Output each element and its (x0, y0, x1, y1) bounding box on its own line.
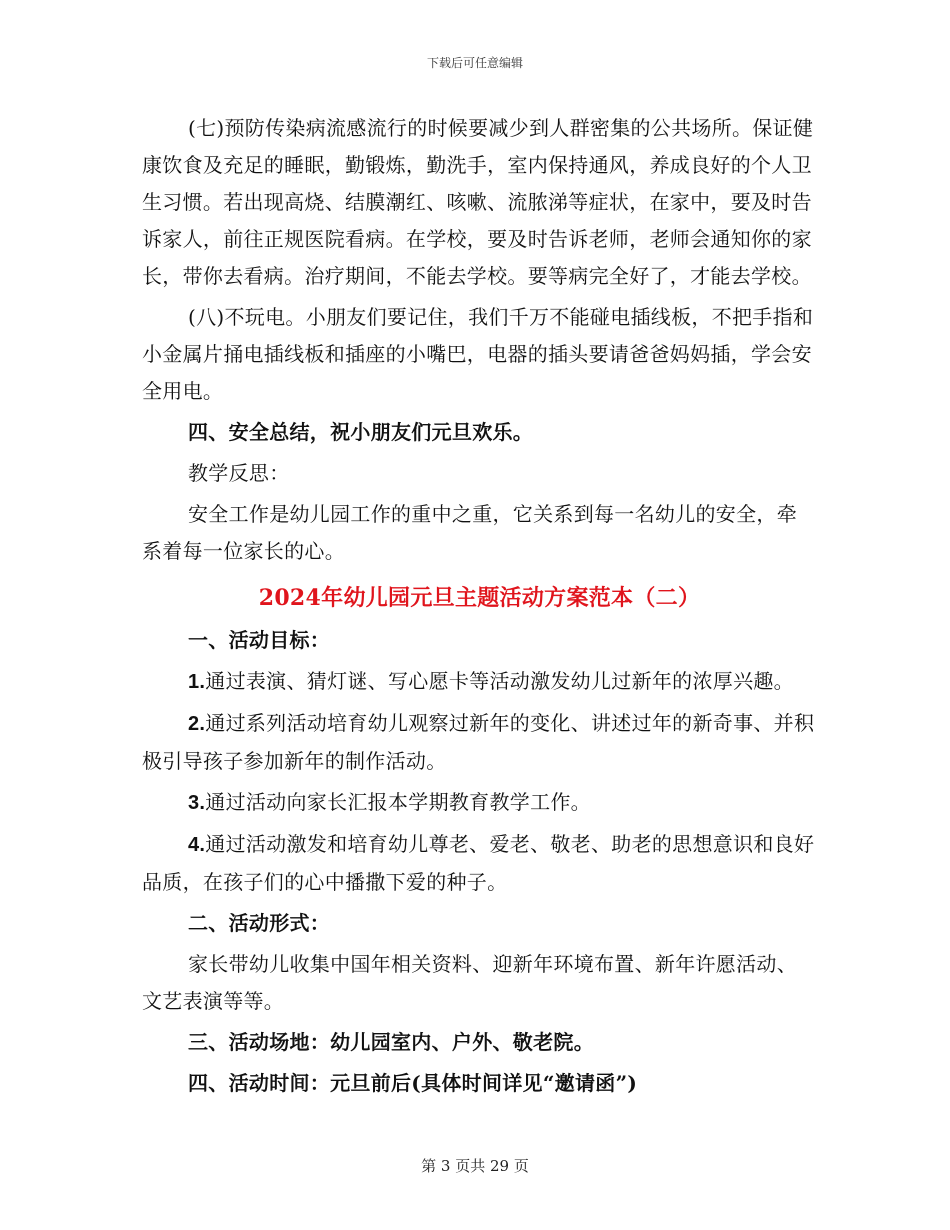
goal-number: 1. (188, 671, 206, 693)
section-title: 2024年幼儿园元旦主题活动方案范本（二） (258, 585, 701, 611)
goal-number: 2. (188, 713, 206, 735)
paragraph-flu-prevention: (七)预防传染病流感流行的时候要减少到人群密集的公共场所。保证健康饮食及充足的睡眠，勤锻炼，勤洗手，室内保持通风，养成良好的个人卫生习惯。若出现高烧、结膜潮红、咳嗽、流脓涕等症状，在家中，要及时告诉家人，前往正规医院看病。在学校，要及时告诉老师，老师会通知你的家长，带你去看病。治疗期间，不能去学校。要等病完全好了，才能去学校。 (142, 116, 814, 288)
paragraph-electric-safety: (八)不玩电。小朋友们要记住，我们千万不能碰电插线板，不把手指和小金属片捅电插线板和插座的小嘴巴，电器的插头要请爸爸妈妈插，学会安全用电。 (142, 305, 814, 403)
page-header: 下载后可任意编辑 (426, 56, 523, 70)
goal-text: 通过表演、猜灯谜、写心愿卡等活动激发幼儿过新年的浓厚兴趣。 (205, 669, 794, 693)
heading-goals: 一、活动目标： (188, 628, 331, 652)
form-text: 家长带幼儿收集中国年相关资料、迎新年环境布置、新年许愿活动、文艺表演等等。 (142, 952, 797, 1013)
goal-item (142, 826, 817, 901)
goal-number: 3. (188, 792, 206, 814)
page-footer: 第 3 页共 29 页 (421, 1157, 529, 1175)
goal-text: 通过活动向家长汇报本学期教育教学工作。 (205, 790, 591, 814)
reflection-label: 教学反思： (188, 461, 290, 485)
heading-time: 四、活动时间：元旦前后(具体时间详见“邀请函”) (188, 1071, 638, 1095)
goal-number: 4. (188, 834, 206, 856)
heading-place: 三、活动场地：幼儿园室内、户外、敬老院。 (188, 1030, 594, 1054)
goal-item (142, 705, 817, 780)
document-body (142, 110, 817, 1102)
goal-item (142, 784, 817, 822)
goal-item (142, 663, 817, 701)
heading-safety-summary: 四、安全总结，祝小朋友们元旦欢乐。 (188, 420, 534, 444)
reflection-text: 安全工作是幼儿园工作的重中之重，它关系到每一名幼儿的安全，牵系着每一位家长的心。 (142, 502, 797, 563)
heading-form: 二、活动形式： (188, 911, 331, 935)
goal-text: 通过活动激发和培育幼儿尊老、爱老、敬老、助老的思想意识和良好品质，在孩子们的心中播撒下爱的种子。 (142, 832, 815, 894)
goal-text: 通过系列活动培育幼儿观察过新年的变化、讲述过年的新奇事、并积极引导孩子参加新年的制作活动。 (142, 711, 815, 773)
